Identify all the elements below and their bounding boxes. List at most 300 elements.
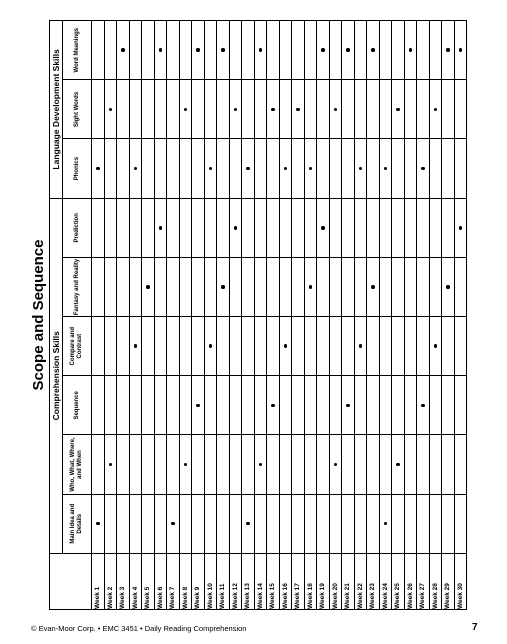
skill-cell	[342, 21, 355, 80]
skill-cell	[317, 376, 330, 435]
bullet-mark	[96, 167, 100, 171]
skill-cell	[179, 21, 192, 80]
skill-cell	[179, 317, 192, 376]
week-label: Week 25	[392, 553, 405, 609]
bullet-mark	[446, 48, 450, 52]
skill-cell	[142, 317, 155, 376]
skill-cell	[404, 257, 417, 316]
bullet-mark	[134, 167, 138, 171]
skill-cell	[204, 317, 217, 376]
skill-cell	[417, 21, 430, 80]
skill-cell	[254, 257, 267, 316]
skill-cell	[92, 198, 105, 257]
scope-sequence-table	[49, 20, 467, 610]
skill-cell	[279, 376, 292, 435]
skill-cell	[354, 257, 367, 316]
skill-cell	[404, 376, 417, 435]
skill-cell	[304, 376, 317, 435]
skill-cell	[229, 198, 242, 257]
bullet-mark	[259, 463, 263, 467]
skill-cell	[254, 139, 267, 198]
skill-cell	[242, 376, 255, 435]
bullet-mark	[459, 48, 463, 52]
table-row	[404, 21, 417, 610]
skill-cell	[329, 21, 342, 80]
bullet-mark	[346, 404, 350, 408]
skill-cell	[192, 257, 205, 316]
table-row	[242, 21, 255, 610]
skill-cell	[167, 376, 180, 435]
skill-cell	[267, 435, 280, 494]
week-label: Week 8	[179, 553, 192, 609]
skill-cell	[279, 198, 292, 257]
skill-cell	[179, 80, 192, 139]
skill-cell	[404, 494, 417, 553]
skill-cell	[367, 80, 380, 139]
skill-cell	[167, 435, 180, 494]
skill-cell	[142, 376, 155, 435]
skill-cell	[379, 317, 392, 376]
skill-cell	[217, 198, 230, 257]
bullet-mark	[284, 344, 288, 348]
bullet-mark	[396, 463, 400, 467]
skill-cell	[267, 80, 280, 139]
bullet-mark	[384, 167, 388, 171]
skill-cell	[204, 376, 217, 435]
table-row	[367, 21, 380, 610]
skill-cell	[192, 80, 205, 139]
table-row	[104, 21, 117, 610]
skill-cell	[454, 139, 467, 198]
bullet-mark	[109, 108, 113, 112]
bullet-mark	[409, 48, 413, 52]
footer-copyright: © Evan-Moor Corp. • EMC 3451 • Daily Reading Comprehension	[31, 624, 247, 633]
skill-cell	[129, 494, 142, 553]
skill-cell	[242, 317, 255, 376]
bullet-mark	[346, 48, 350, 52]
skill-cell	[404, 139, 417, 198]
skill-cell	[179, 139, 192, 198]
skill-cell	[242, 80, 255, 139]
week-label: Week 10	[204, 553, 217, 609]
table-row	[142, 21, 155, 610]
page-number: 7	[472, 622, 478, 633]
bullet-mark	[284, 167, 288, 171]
skill-cell	[304, 21, 317, 80]
skill-cell	[342, 376, 355, 435]
skill-cell	[242, 257, 255, 316]
bullet-mark	[221, 285, 225, 289]
skill-cell	[267, 257, 280, 316]
skill-cell	[354, 198, 367, 257]
week-label: Week 30	[454, 553, 467, 609]
skill-cell	[404, 198, 417, 257]
column-header: Compare and Contrast	[63, 317, 92, 376]
skill-cell	[454, 435, 467, 494]
week-label: Week 1	[92, 553, 105, 609]
table-row	[317, 21, 330, 610]
skill-cell	[429, 435, 442, 494]
skill-cell	[142, 435, 155, 494]
skill-cell	[117, 21, 130, 80]
skill-cell	[129, 80, 142, 139]
skill-cell	[442, 80, 455, 139]
skill-cell	[279, 257, 292, 316]
skill-cell	[142, 257, 155, 316]
week-label: Week 7	[167, 553, 180, 609]
week-label: Week 11	[217, 553, 230, 609]
skill-cell	[354, 376, 367, 435]
skill-cell	[379, 257, 392, 316]
skill-cell	[179, 198, 192, 257]
skill-cell	[417, 376, 430, 435]
skill-cell	[429, 21, 442, 80]
skill-cell	[217, 376, 230, 435]
skill-cell	[329, 494, 342, 553]
skill-cell	[204, 257, 217, 316]
skill-cell	[242, 435, 255, 494]
skill-cell	[154, 494, 167, 553]
table-row	[342, 21, 355, 610]
skill-cell	[329, 317, 342, 376]
skill-cell	[329, 257, 342, 316]
skill-cell	[329, 139, 342, 198]
skill-cell	[329, 198, 342, 257]
table-row	[354, 21, 367, 610]
skill-cell	[292, 435, 305, 494]
skill-cell	[279, 80, 292, 139]
skill-cell	[204, 80, 217, 139]
skill-cell	[292, 257, 305, 316]
skill-cell	[154, 435, 167, 494]
skill-cell	[242, 494, 255, 553]
skill-cell	[392, 494, 405, 553]
table-row	[267, 21, 280, 610]
skill-cell	[92, 435, 105, 494]
skill-cell	[167, 257, 180, 316]
skill-cell	[279, 494, 292, 553]
skill-cell	[429, 198, 442, 257]
skill-cell	[192, 376, 205, 435]
skill-cell	[304, 494, 317, 553]
table-row	[429, 21, 442, 610]
skill-cell	[392, 257, 405, 316]
week-label: Week 4	[129, 553, 142, 609]
skill-cell	[92, 80, 105, 139]
skill-cell	[154, 21, 167, 80]
skill-cell	[304, 435, 317, 494]
skill-cell	[192, 494, 205, 553]
group-header: Language Development Skills	[50, 21, 63, 199]
bullet-mark	[321, 226, 325, 230]
skill-cell	[192, 198, 205, 257]
column-header: Sequence	[63, 376, 92, 435]
skill-cell	[317, 21, 330, 80]
skill-cell	[454, 317, 467, 376]
skill-cell	[354, 139, 367, 198]
skill-cell	[354, 21, 367, 80]
skill-cell	[342, 198, 355, 257]
skill-cell	[367, 435, 380, 494]
table-row	[379, 21, 392, 610]
week-label: Week 17	[292, 553, 305, 609]
bullet-mark	[196, 48, 200, 52]
skill-cell	[154, 80, 167, 139]
skill-cell	[117, 317, 130, 376]
bullet-mark	[234, 226, 238, 230]
table-row	[179, 21, 192, 610]
skill-cell	[392, 376, 405, 435]
table-row	[254, 21, 267, 610]
skill-cell	[317, 80, 330, 139]
skill-cell	[254, 435, 267, 494]
skill-cell	[429, 80, 442, 139]
skill-cell	[117, 139, 130, 198]
skill-cell	[367, 494, 380, 553]
skill-cell	[329, 80, 342, 139]
bullet-mark	[371, 285, 375, 289]
column-header: Who, What, Where, and When	[63, 435, 92, 494]
bullet-mark	[334, 463, 338, 467]
skill-cell	[217, 257, 230, 316]
skill-cell	[117, 376, 130, 435]
skill-cell	[292, 198, 305, 257]
skill-cell	[204, 198, 217, 257]
skill-cell	[442, 139, 455, 198]
skill-cell	[354, 494, 367, 553]
skill-cell	[104, 376, 117, 435]
skill-cell	[417, 494, 430, 553]
bullet-mark	[184, 463, 188, 467]
skill-cell	[154, 257, 167, 316]
skill-cell	[379, 139, 392, 198]
skill-cell	[117, 435, 130, 494]
skill-cell	[179, 435, 192, 494]
skill-cell	[367, 139, 380, 198]
skill-cell	[342, 139, 355, 198]
skill-cell	[454, 494, 467, 553]
week-label: Week 26	[404, 553, 417, 609]
table-row	[329, 21, 342, 610]
bullet-mark	[421, 167, 425, 171]
skill-cell	[229, 494, 242, 553]
skill-cell	[267, 198, 280, 257]
skill-cell	[142, 494, 155, 553]
skill-cell	[304, 198, 317, 257]
skill-cell	[367, 376, 380, 435]
skill-cell	[142, 80, 155, 139]
skill-cell	[317, 198, 330, 257]
week-label: Week 2	[104, 553, 117, 609]
skill-cell	[342, 494, 355, 553]
skill-cell	[267, 317, 280, 376]
skill-cell	[229, 21, 242, 80]
week-label: Week 6	[154, 553, 167, 609]
week-label: Week 18	[304, 553, 317, 609]
skill-cell	[367, 317, 380, 376]
skill-cell	[129, 317, 142, 376]
skill-cell	[167, 317, 180, 376]
skill-cell	[229, 80, 242, 139]
column-header: Main Idea and Details	[63, 494, 92, 553]
skill-cell	[117, 494, 130, 553]
skill-cell	[129, 198, 142, 257]
skill-cell	[279, 139, 292, 198]
skill-cell	[104, 317, 117, 376]
table-row	[192, 21, 205, 610]
skill-cell	[204, 435, 217, 494]
skill-cell	[154, 198, 167, 257]
skill-cell	[167, 139, 180, 198]
skill-cell	[317, 435, 330, 494]
skill-cell	[454, 198, 467, 257]
skill-cell	[454, 257, 467, 316]
bullet-mark	[209, 167, 213, 171]
skill-cell	[429, 257, 442, 316]
skill-cell	[167, 494, 180, 553]
skill-cell	[179, 494, 192, 553]
table-row	[204, 21, 217, 610]
skill-cell	[392, 317, 405, 376]
skill-cell	[229, 376, 242, 435]
week-label: Week 12	[229, 553, 242, 609]
week-label: Week 19	[317, 553, 330, 609]
column-header: Word Meanings	[63, 21, 92, 80]
skill-cell	[192, 139, 205, 198]
skill-cell	[254, 317, 267, 376]
skill-cell	[229, 139, 242, 198]
skill-cell	[279, 21, 292, 80]
bullet-mark	[171, 522, 175, 526]
bullet-mark	[421, 404, 425, 408]
skill-cell	[154, 376, 167, 435]
skill-cell	[454, 376, 467, 435]
week-label: Week 3	[117, 553, 130, 609]
bullet-mark	[459, 226, 463, 230]
skill-cell	[204, 21, 217, 80]
skill-cell	[417, 435, 430, 494]
skill-cell	[279, 435, 292, 494]
skill-cell	[104, 494, 117, 553]
skill-cell	[92, 376, 105, 435]
skill-cell	[454, 80, 467, 139]
bullet-mark	[384, 522, 388, 526]
week-label: Week 16	[279, 553, 292, 609]
skill-cell	[417, 257, 430, 316]
skill-cell	[154, 139, 167, 198]
skill-cell	[379, 494, 392, 553]
skill-cell	[92, 139, 105, 198]
skill-cell	[254, 376, 267, 435]
skill-cell	[379, 198, 392, 257]
skill-cell	[104, 21, 117, 80]
bullet-mark	[196, 404, 200, 408]
skill-cell	[117, 198, 130, 257]
skill-cell	[104, 435, 117, 494]
skill-cell	[292, 21, 305, 80]
bullet-mark	[234, 108, 238, 112]
column-header: Phonics	[63, 139, 92, 198]
skill-cell	[379, 80, 392, 139]
bullet-mark	[134, 344, 138, 348]
skill-cell	[379, 21, 392, 80]
skill-cell	[117, 257, 130, 316]
skill-cell	[142, 139, 155, 198]
column-header: Fantasy and Reality	[63, 257, 92, 316]
skill-cell	[129, 257, 142, 316]
bullet-mark	[259, 48, 263, 52]
skill-cell	[179, 376, 192, 435]
skill-cell	[92, 494, 105, 553]
skill-cell	[267, 494, 280, 553]
skill-cell	[292, 317, 305, 376]
bullet-mark	[296, 108, 300, 112]
bullet-mark	[209, 344, 213, 348]
column-header: Sight Words	[63, 80, 92, 139]
skill-cell	[242, 198, 255, 257]
skill-cell	[92, 317, 105, 376]
skill-cell	[142, 198, 155, 257]
week-label: Week 23	[367, 553, 380, 609]
page-title: Scope and Sequence	[30, 239, 47, 391]
skill-cell	[179, 257, 192, 316]
week-label: Week 28	[429, 553, 442, 609]
skill-cell	[267, 139, 280, 198]
skill-cell	[404, 317, 417, 376]
skill-cell	[217, 317, 230, 376]
skill-cell	[442, 376, 455, 435]
skill-cell	[167, 80, 180, 139]
skill-cell	[167, 21, 180, 80]
bullet-mark	[159, 226, 163, 230]
skill-cell	[417, 139, 430, 198]
bullet-mark	[184, 108, 188, 112]
skill-cell	[342, 435, 355, 494]
skill-cell	[342, 317, 355, 376]
skill-cell	[217, 80, 230, 139]
skill-cell	[442, 435, 455, 494]
skill-cell	[317, 494, 330, 553]
skill-cell	[242, 21, 255, 80]
bullet-mark	[309, 167, 313, 171]
skill-cell	[429, 139, 442, 198]
skill-cell	[379, 376, 392, 435]
week-label: Week 29	[442, 553, 455, 609]
skill-cell	[442, 317, 455, 376]
table-row	[92, 21, 105, 610]
skill-cell	[367, 198, 380, 257]
week-label: Week 20	[329, 553, 342, 609]
bullet-mark	[359, 167, 363, 171]
skill-cell	[229, 435, 242, 494]
bullet-mark	[334, 108, 338, 112]
skill-cell	[267, 21, 280, 80]
skill-cell	[242, 139, 255, 198]
skill-cell	[417, 80, 430, 139]
skill-cell	[354, 435, 367, 494]
skill-cell	[204, 139, 217, 198]
skill-cell	[392, 21, 405, 80]
bullet-mark	[159, 48, 163, 52]
skill-cell	[192, 317, 205, 376]
table-row	[167, 21, 180, 610]
skill-cell	[192, 435, 205, 494]
week-label: Week 22	[354, 553, 367, 609]
skill-cell	[317, 139, 330, 198]
bullet-mark	[434, 108, 438, 112]
bullet-mark	[121, 48, 125, 52]
skill-cell	[379, 435, 392, 494]
